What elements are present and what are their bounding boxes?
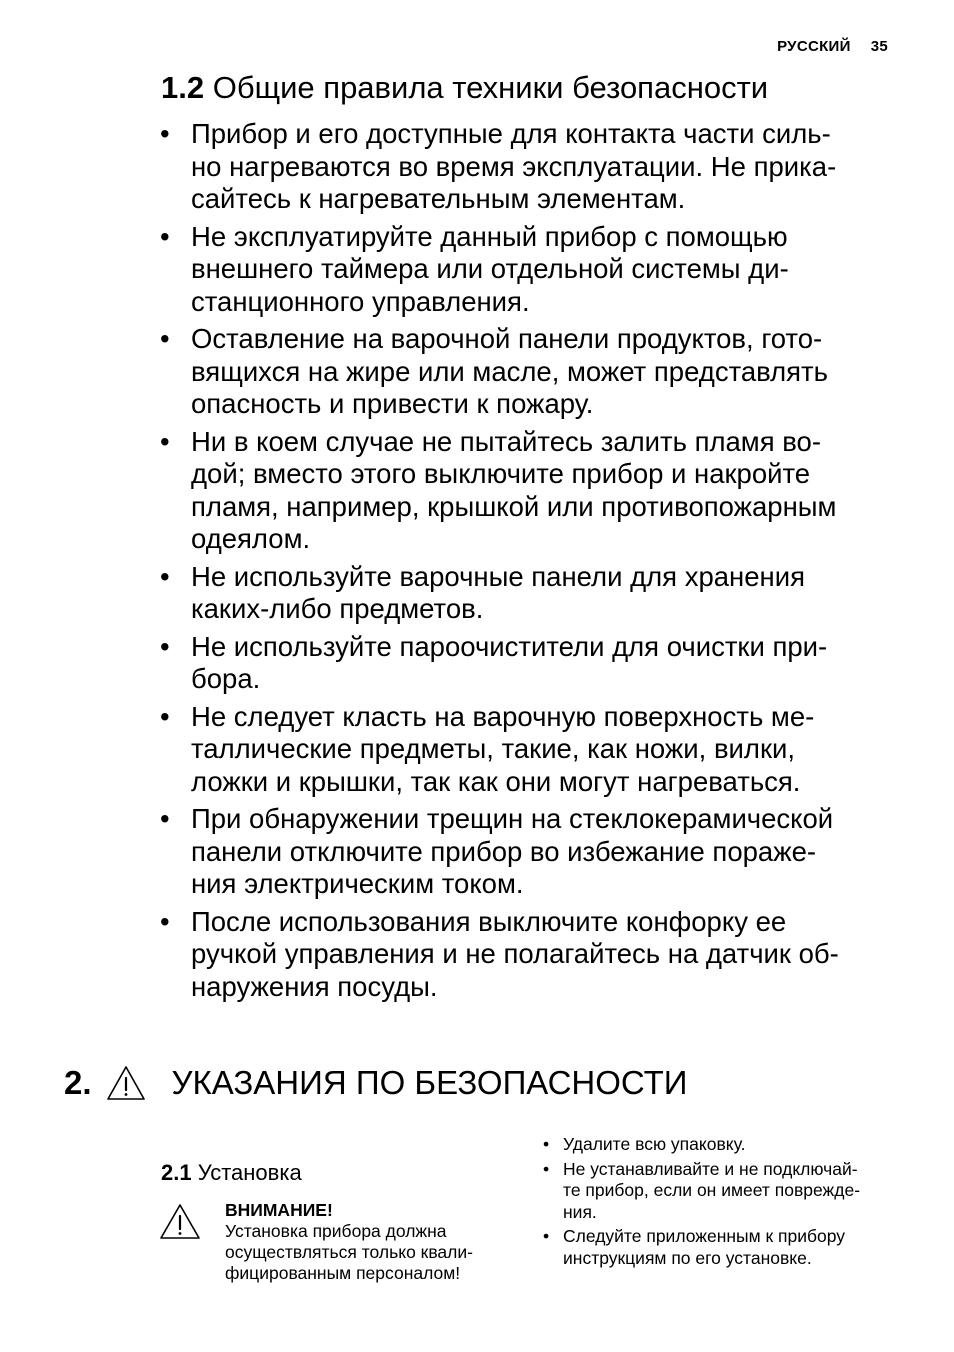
section-2-1-title: Установка xyxy=(197,1160,302,1185)
list-item-text: Оставление на варочной панели продуктов, гото- вящихся на жире или масле, может представлять опасность и привести к пожару. xyxy=(191,323,828,419)
list-item xyxy=(160,561,900,626)
section-2-title: УКАЗАНИЯ ПО БЕЗОПАСНОСТИ xyxy=(171,1064,688,1101)
bullet: • xyxy=(160,560,170,592)
warning-text-block xyxy=(225,1200,525,1284)
section-2-heading xyxy=(64,1064,688,1102)
bullet: • xyxy=(160,118,170,149)
list-item-text: Не следует класть на варочную поверхность ме- таллические предметы, такие, как ножи, вилки, ложки и крышки, так как они могут нагреваться. xyxy=(191,700,815,797)
list-item xyxy=(160,803,900,901)
bullet: • xyxy=(160,630,170,662)
list-item-text: Прибор и его доступные для контакта части силь- но нагреваются во время эксплуатации. Не прика- сайтесь к нагревательным элементам. xyxy=(191,118,837,214)
list-item xyxy=(160,906,900,1004)
warning-triangle-icon xyxy=(106,1065,146,1101)
list-item xyxy=(543,1226,895,1269)
list-item-text: Не используйте пароочистители для очистки при- бора. xyxy=(191,630,828,694)
list-item-text: Следуйте приложенным к прибору инструкциям по его установке. xyxy=(563,1226,846,1268)
list-item xyxy=(160,426,900,556)
page-number: 35 xyxy=(870,38,888,55)
bullet: • xyxy=(160,905,170,937)
warning-label: ВНИМАНИЕ! xyxy=(225,1200,333,1220)
section-2-1-number: 2.1 xyxy=(161,1160,192,1185)
list-item-text: При обнаружении трещин на стеклокерамической панели отключите прибор во избежание пораже- ния электрическим током. xyxy=(191,803,834,899)
section-2-number: 2. xyxy=(64,1064,92,1101)
list-item xyxy=(160,701,900,799)
section-1-2-title: Общие правила техники безопасности xyxy=(212,70,769,105)
list-item-text: Не эксплуатируйте данный прибор с помощью внешнего таймера или отдельной системы ди- станционного управления. xyxy=(191,220,789,317)
list-item-text: Не используйте варочные панели для хранения каких-либо предметов. xyxy=(191,560,805,624)
page-header xyxy=(777,38,888,55)
list-item xyxy=(543,1159,895,1224)
bullet: • xyxy=(543,1226,550,1246)
list-item xyxy=(160,118,900,216)
section-1-2-heading xyxy=(161,70,768,106)
warning-triangle-icon xyxy=(159,1203,201,1241)
list-item-text: Ни в коем случае не пытайтесь залить пламя во- дой; вместо этого выключите прибор и накройте пламя, например, крышкой или противопожарным одеялом. xyxy=(191,425,837,554)
list-item xyxy=(543,1134,895,1156)
bullet: • xyxy=(160,323,170,354)
section-2-1-heading xyxy=(161,1160,302,1186)
bullet: • xyxy=(160,220,170,252)
list-item-text: Удалите всю упаковку. xyxy=(563,1134,746,1154)
header-language: РУССКИЙ xyxy=(777,38,851,55)
list-item xyxy=(160,221,900,319)
bullet: • xyxy=(160,803,170,834)
installation-list xyxy=(543,1134,895,1272)
section-1-2-number: 1.2 xyxy=(161,70,205,105)
bullet: • xyxy=(543,1134,550,1154)
list-item xyxy=(160,631,900,696)
list-item-text: После использования выключите конфорку ее ручкой управления и не полагайтесь на датчик об- наружения посуды. xyxy=(191,905,839,1002)
safety-rules-list xyxy=(160,118,900,1008)
list-item-text: Не устанавливайте и не подключай- те прибор, если он имеет поврежде- ния. xyxy=(563,1158,861,1222)
bullet: • xyxy=(543,1158,550,1179)
list-item xyxy=(160,323,900,421)
bullet: • xyxy=(160,700,170,732)
warning-message: Установка прибора должна осуществляться только квали- фицированным персоналом! xyxy=(225,1221,473,1283)
bullet: • xyxy=(160,425,170,457)
